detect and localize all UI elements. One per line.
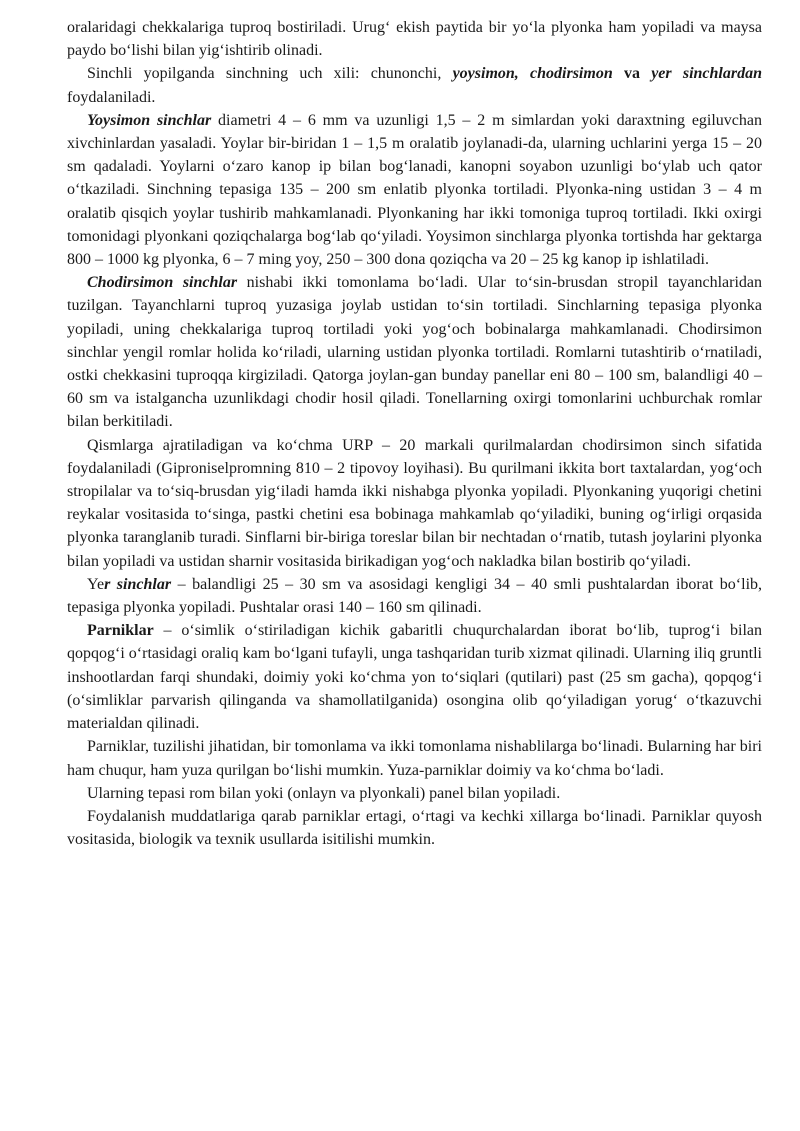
text-run: nishabi ikki tomonlama bo‘ladi. Ular to‘sin-brusdan stropil tayanchlaridan tuzilgan. Tayanchlarni tuproq yuzasiga joylab ustidan to‘sin tortiladi. Sinchlarning tepasiga plyonka yopiladi, uning chekkalariga tuproq tortiladi yoki yog‘och bobinalarga mahkamlanadi. Chodirsimon sinchlar yengil romlar holida ko‘riladi, ularning ustidan plyonka tortiladi. Romlarni tutashtirib o‘rnatiladi, ostki chekkasini tuproqqa kirgiziladi. Qatorga joylan-gan bunday panellar eni 80 – 100 sm, balandligi 40 – 60 sm va istalgancha uzunlikdagi chodir hosil qiladi. Tonellarning oxirgi tomonlarini uchburchak romlar bilan berkitiladi. <box>67 274 762 431</box>
text-run: oralaridagi chekkalariga tuproq bostiriladi. Urug‘ ekish paytida bir yo‘la plyonka ham yopiladi va maysa paydo bo‘lishi bilan yig‘ishtirib olinadi. <box>67 19 762 60</box>
text-run: – balandligi 25 – 30 sm va asosidagi kengligi 34 – 40 smli pushtalardan iborat bo‘lib, tepasiga plyonka yopiladi. Pushtalar orasi 140 – 160 sm qilinadi. <box>67 575 763 617</box>
paragraph-2 <box>67 109 762 271</box>
text-run: Foydalanish muddatlariga qarab parniklar ertagi, o‘rtagi va kechki xillarga bo‘linadi. Parniklar quyosh vositasida, biologik va texnik usullarda isitilishi mumkin. <box>67 807 762 849</box>
paragraph-1 <box>67 62 762 108</box>
emphasis-term: Chodirsimon sinchlar <box>87 274 238 292</box>
text-run: Ularning tepasi rom bilan yoki (onlayn va plyonkali) panel bilan yopiladi. <box>87 784 561 802</box>
bold-term: Parniklar <box>87 622 154 640</box>
text-run: foydalaniladi. <box>67 88 156 106</box>
paragraph-3 <box>67 271 762 433</box>
text-run: Qismlarga ajratiladigan va ko‘chma URP – 20 markali qurilmalardan chodirsimon sinch sifatida foydalaniladi (Giproniselpromning 810 – 2 tipovoy loyihasi). Bu qurilmani ikkita bort taxtalardan, yog‘och stropilalar va to‘siq-brusdan yig‘iladi hamda ikki nishabga plyonka yopiladi. Plyonkaning yuqorigi chetini reykalar vositasida to‘singa, pastki chetini esa bobinaga mahkamlab qo‘yiladiki, buning og‘irligi orqasida plyonka taranglanib turadi. Sinflarni bir-biriga toreslar bilan bir nechtadan o‘rnatib, tutash joylarini plyonka bilan yopiladi va ustidan sharnir vositasida birikadigan yog‘och nakladka bilan bostirib qo‘yiladi. <box>67 436 762 570</box>
text-run: Ye <box>87 575 105 593</box>
emphasis-term: r sinchlar <box>104 575 172 593</box>
paragraph-6 <box>67 619 762 735</box>
text-run: – o‘simlik o‘stiriladigan kichik gabaritli chuqurchalardan iborat bo‘lib, tuprog‘i bilan qopqog‘i o‘rtasidagi oraliq kam bo‘lgani tufayli, unga tashqaridan turib xizmat qilinadi. Ularning iliq gruntli inshootlardan farqi shundaki, doimiy yoki ko‘chma yon to‘siqlari (qutilari) past (25 sm gacha), qopqog‘i (o‘simliklar parvarish qilinganda va shamollatilganida) osongina olib qo‘yiladigan yorug‘ o‘tkazuvchi materialdan qilinadi. <box>67 622 762 733</box>
paragraph-7 <box>67 735 762 781</box>
emphasis-term: yer sinchlardan <box>651 65 762 83</box>
paragraph-4 <box>67 434 762 573</box>
text-run: diametri 4 – 6 mm va uzunligi 1,5 – 2 m simlardan yoki daraxtning egiluvchan xivchinlardan yasaladi. Yoylar bir-biridan 1 – 1,5 m oralatib joylanadi-da, ularning uchlarini yerga 15 – 20 sm qadaladi. Yoylarni o‘zaro kanop ip bilan bog‘lanadi, kanopni soyabon uzunligi bo‘ylab uch qator o‘tkaziladi. Sinchning tepasiga 135 – 200 sm enlatib plyonka tortiladi. Plyonka-ning ustidan 3 – 4 m oralatib qisqich yoylar tushirib mahkamlanadi. Plyonkaning har ikki tomoniga tuproq tortiladi. Ikki oxirgi tomonidagi plyonkani qoziqchalarga bog‘lab qo‘yiladi. Yoysimon sinchlarga plyonka tortishda har gektarga 800 – 1000 kg plyonka, 6 – 7 ming yoy, 250 – 300 dona qoziqcha va 20 – 25 kg kanop ip ishlatiladi. <box>67 111 763 269</box>
document-page <box>67 16 762 851</box>
bold-conjunction: va <box>612 65 652 83</box>
text-run: Parniklar, tuzilishi jihatidan, bir tomonlama va ikki tomonlama nishablilarga bo‘linadi. Bularning har biri ham chuqur, ham yuza qurilgan bo‘lishi mumkin. Yuza-parniklar doimiy va ko‘chma bo‘ladi. <box>67 738 762 779</box>
text-run: Sinchli yopilganda sinchning uch xili: chunonchi, <box>87 65 453 83</box>
paragraph-9 <box>67 805 762 851</box>
paragraph-8 <box>67 782 762 805</box>
paragraph-0 <box>67 16 762 62</box>
emphasis-term: yoysimon, chodirsimon <box>452 65 613 83</box>
paragraph-5 <box>67 573 762 619</box>
emphasis-term: Yoysimon sinchlar <box>87 111 212 129</box>
